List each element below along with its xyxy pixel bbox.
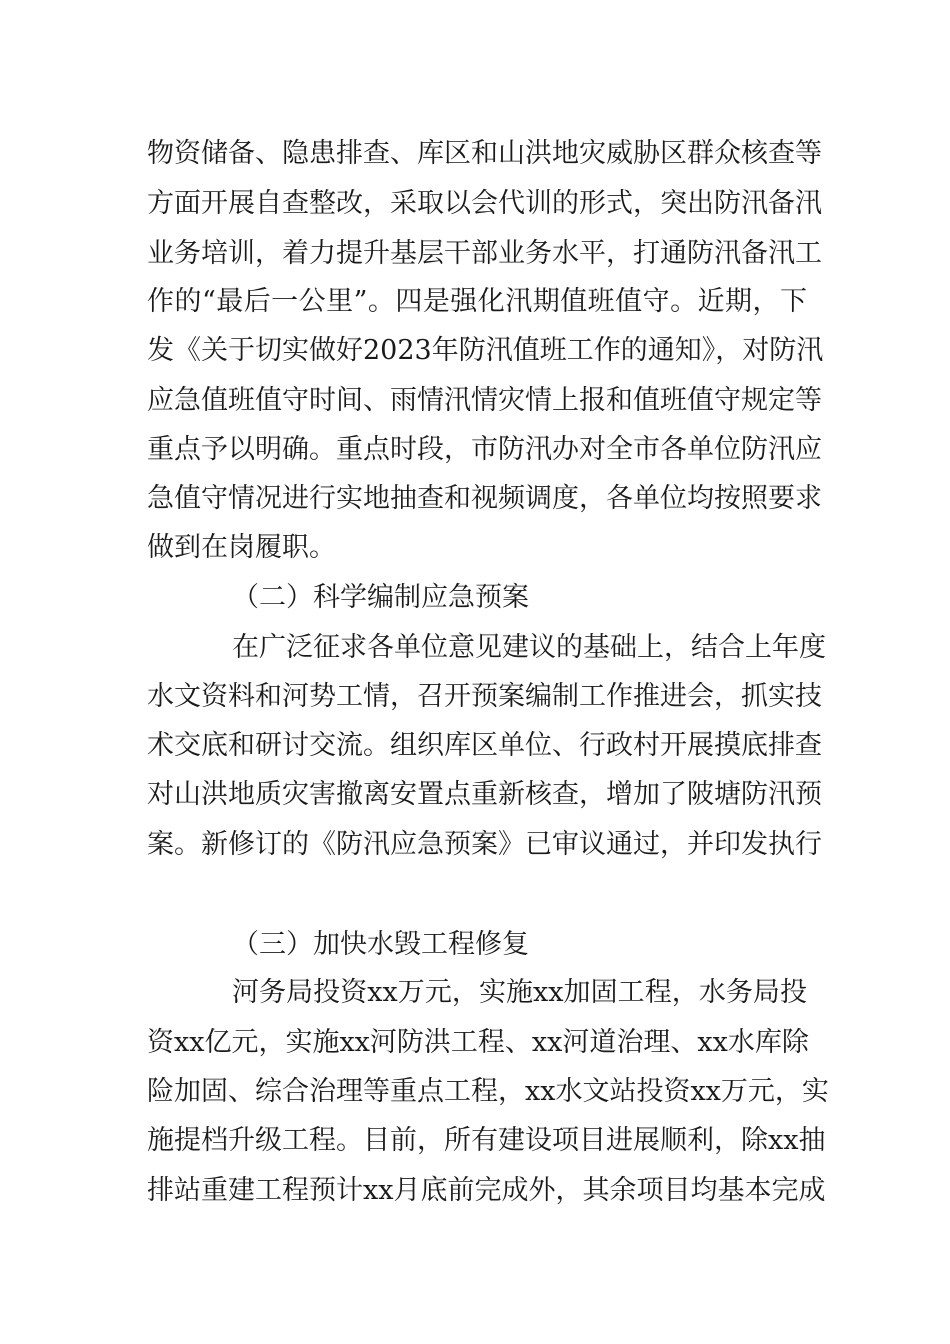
paragraph-line: 在广泛征求各单位意见建议的基础上，结合上年度: [232, 632, 826, 663]
paragraph-line: 河务局投资xx万元，实施xx加固工程，水务局投: [232, 977, 807, 1008]
paragraph-line: 物资储备、隐患排查、库区和山洪地灾威胁区群众核查等: [147, 138, 822, 169]
paragraph-line: 资xx亿元，实施xx河防洪工程、xx河道治理、xx水库除: [147, 1027, 809, 1058]
paragraph-line: 术交底和研讨交流。组织库区单位、行政村开展摸底排查: [147, 730, 822, 761]
paragraph-line: 作的“最后一公里”。四是强化汛期值班值守。近期，下: [147, 286, 807, 317]
section-heading: （三）加快水毁工程修复: [232, 929, 529, 960]
paragraph-line: 水文资料和河势工情，召开预案编制工作推进会，抓实技: [147, 681, 822, 712]
paragraph-line: 业务培训，着力提升基层干部业务水平，打通防汛备汛工: [147, 238, 822, 269]
paragraph-line: 排站重建工程预计xx月底前完成外，其余项目均基本完成: [147, 1175, 826, 1206]
paragraph-line: 施提档升级工程。目前，所有建设项目进展顺利，除xx抽: [147, 1125, 826, 1156]
paragraph-line: 险加固、综合治理等重点工程，xx水文站投资xx万元，实: [147, 1076, 829, 1107]
paragraph-line: 做到在岗履职。: [147, 532, 336, 563]
section-heading: （二）科学编制应急预案: [232, 582, 529, 613]
paragraph-line: 方面开展自查整改，采取以会代训的形式，突出防汛备汛: [147, 188, 822, 219]
paragraph-line: 重点予以明确。重点时段，市防汛办对全市各单位防汛应: [147, 434, 822, 465]
paragraph-line: 急值守情况进行实地抽查和视频调度，各单位均按照要求: [147, 483, 822, 514]
paragraph-line: 对山洪地质灾害撤离安置点重新核查，增加了陂塘防汛预: [147, 779, 822, 810]
paragraph-line: 案。新修订的《防汛应急预案》已审议通过，并印发执行: [147, 829, 822, 860]
paragraph-line: 发《关于切实做好2023年防汛值班工作的通知》，对防汛: [147, 335, 824, 366]
paragraph-line: 应急值班值守时间、雨情汛情灾情上报和值班值守规定等: [147, 385, 822, 416]
